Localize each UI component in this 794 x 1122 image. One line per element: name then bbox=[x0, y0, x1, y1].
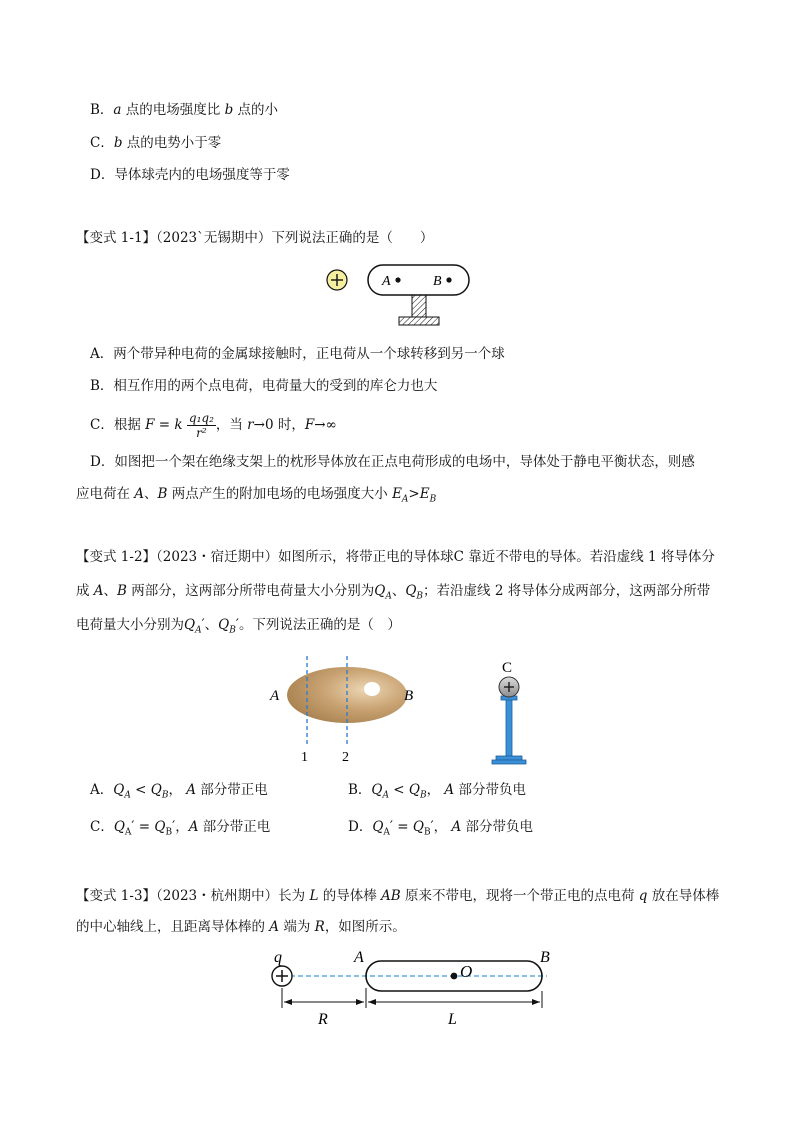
q1-source: （2023`无锡期中）下列说法正确的是（ ） bbox=[156, 230, 434, 246]
label-o: O bbox=[460, 962, 473, 981]
q2-line2: 成 A、B 两部分，这两部分所带电荷量大小分别为$Q_A$、$Q_B$；若沿虚线 2 将导体分成两部分，这两部分所带 bbox=[76, 583, 711, 602]
label-c: C bbox=[502, 660, 513, 676]
q2-option-d: D．$Q_A' = Q_B'$， A 部分带负电 bbox=[348, 819, 534, 838]
insulating-stand bbox=[412, 295, 426, 317]
label-l: L bbox=[448, 1011, 457, 1026]
q1-option-a: A．两个带异种电荷的金属球接触时，正电荷从一个球转移到另一个球 bbox=[90, 346, 505, 362]
q2-tag: 【变式 1-2】 bbox=[76, 549, 157, 565]
label-b: B bbox=[433, 274, 442, 289]
label-q: q bbox=[274, 949, 282, 966]
label-b: B bbox=[540, 949, 550, 966]
q1-tag: 【变式 1-1】 bbox=[76, 230, 157, 246]
q2-option-b: B．$Q_A < Q_B$， A 部分带负电 bbox=[348, 782, 526, 801]
label-a: A bbox=[354, 949, 364, 966]
label-line-1: 1 bbox=[301, 750, 308, 765]
q2-line3: 电荷量大小分别为$Q_A'$、$Q_B'$。下列说法正确的是（ ） bbox=[76, 617, 401, 636]
q1-option-c: C．根据 F = k $\frac{\text{q₁q₂}}{\text{r²}}$ ，当 r→0 时，F→∞ bbox=[90, 411, 337, 440]
q2-option-a: A．$Q_A < Q_B$， A 部分带正电 bbox=[90, 782, 268, 801]
label-b: B bbox=[404, 688, 414, 704]
coulomb-fraction: $\frac{\text{q₁q₂}}{\text{r²}}$ bbox=[188, 411, 214, 440]
q1-figure-pillow-conductor bbox=[320, 260, 480, 330]
q1-option-d-line2: 应电荷在 A、B 两点产生的附加电场的电场强度大小 $E_A>E_B$ bbox=[76, 486, 437, 505]
q0-option-d: D．导体球壳内的电场强度等于零 bbox=[90, 167, 290, 183]
q3-line1: 【变式 1-3】（2023・杭州期中）长为 L 的导体棒 AB 原来不带电，现将一个带正电的点电荷 q 放在导体棒 bbox=[76, 888, 720, 904]
label-a: A bbox=[270, 688, 280, 704]
q2-figure bbox=[260, 648, 540, 770]
q0-option-b: B．a 点的电场强度比 b 点的小 bbox=[90, 102, 279, 118]
q1-option-d-line1: D．如图把一个架在绝缘支架上的枕形导体放在正点电荷形成的电场中，导体处于静电平衡状态，则感 bbox=[90, 454, 695, 470]
label-a: A bbox=[382, 274, 391, 289]
q3-tag: 【变式 1-3】 bbox=[76, 888, 157, 904]
q0-option-c: C．b 点的电势小于零 bbox=[90, 135, 222, 151]
q1-option-b: B．相互作用的两个点电荷，电荷量大的受到的库仑力也大 bbox=[90, 378, 438, 394]
q1-header bbox=[76, 229, 433, 247]
q2-line1: 【变式 1-2】（2023・宿迁期中）如图所示，将带正电的导体球C 靠近不带电的导体。若沿虚线 1 将导体分 bbox=[76, 549, 715, 565]
label-line-2: 2 bbox=[342, 750, 349, 765]
label-r: R bbox=[318, 1011, 328, 1026]
q2-option-c: C．$Q_A' = Q_B'$，A 部分带正电 bbox=[90, 819, 271, 838]
q3-figure-conductor-rod bbox=[262, 944, 562, 1026]
q3-line2: 的中心轴线上，且距离导体棒的 A 端为 R，如图所示。 bbox=[76, 919, 406, 935]
blue-stand bbox=[506, 698, 512, 756]
